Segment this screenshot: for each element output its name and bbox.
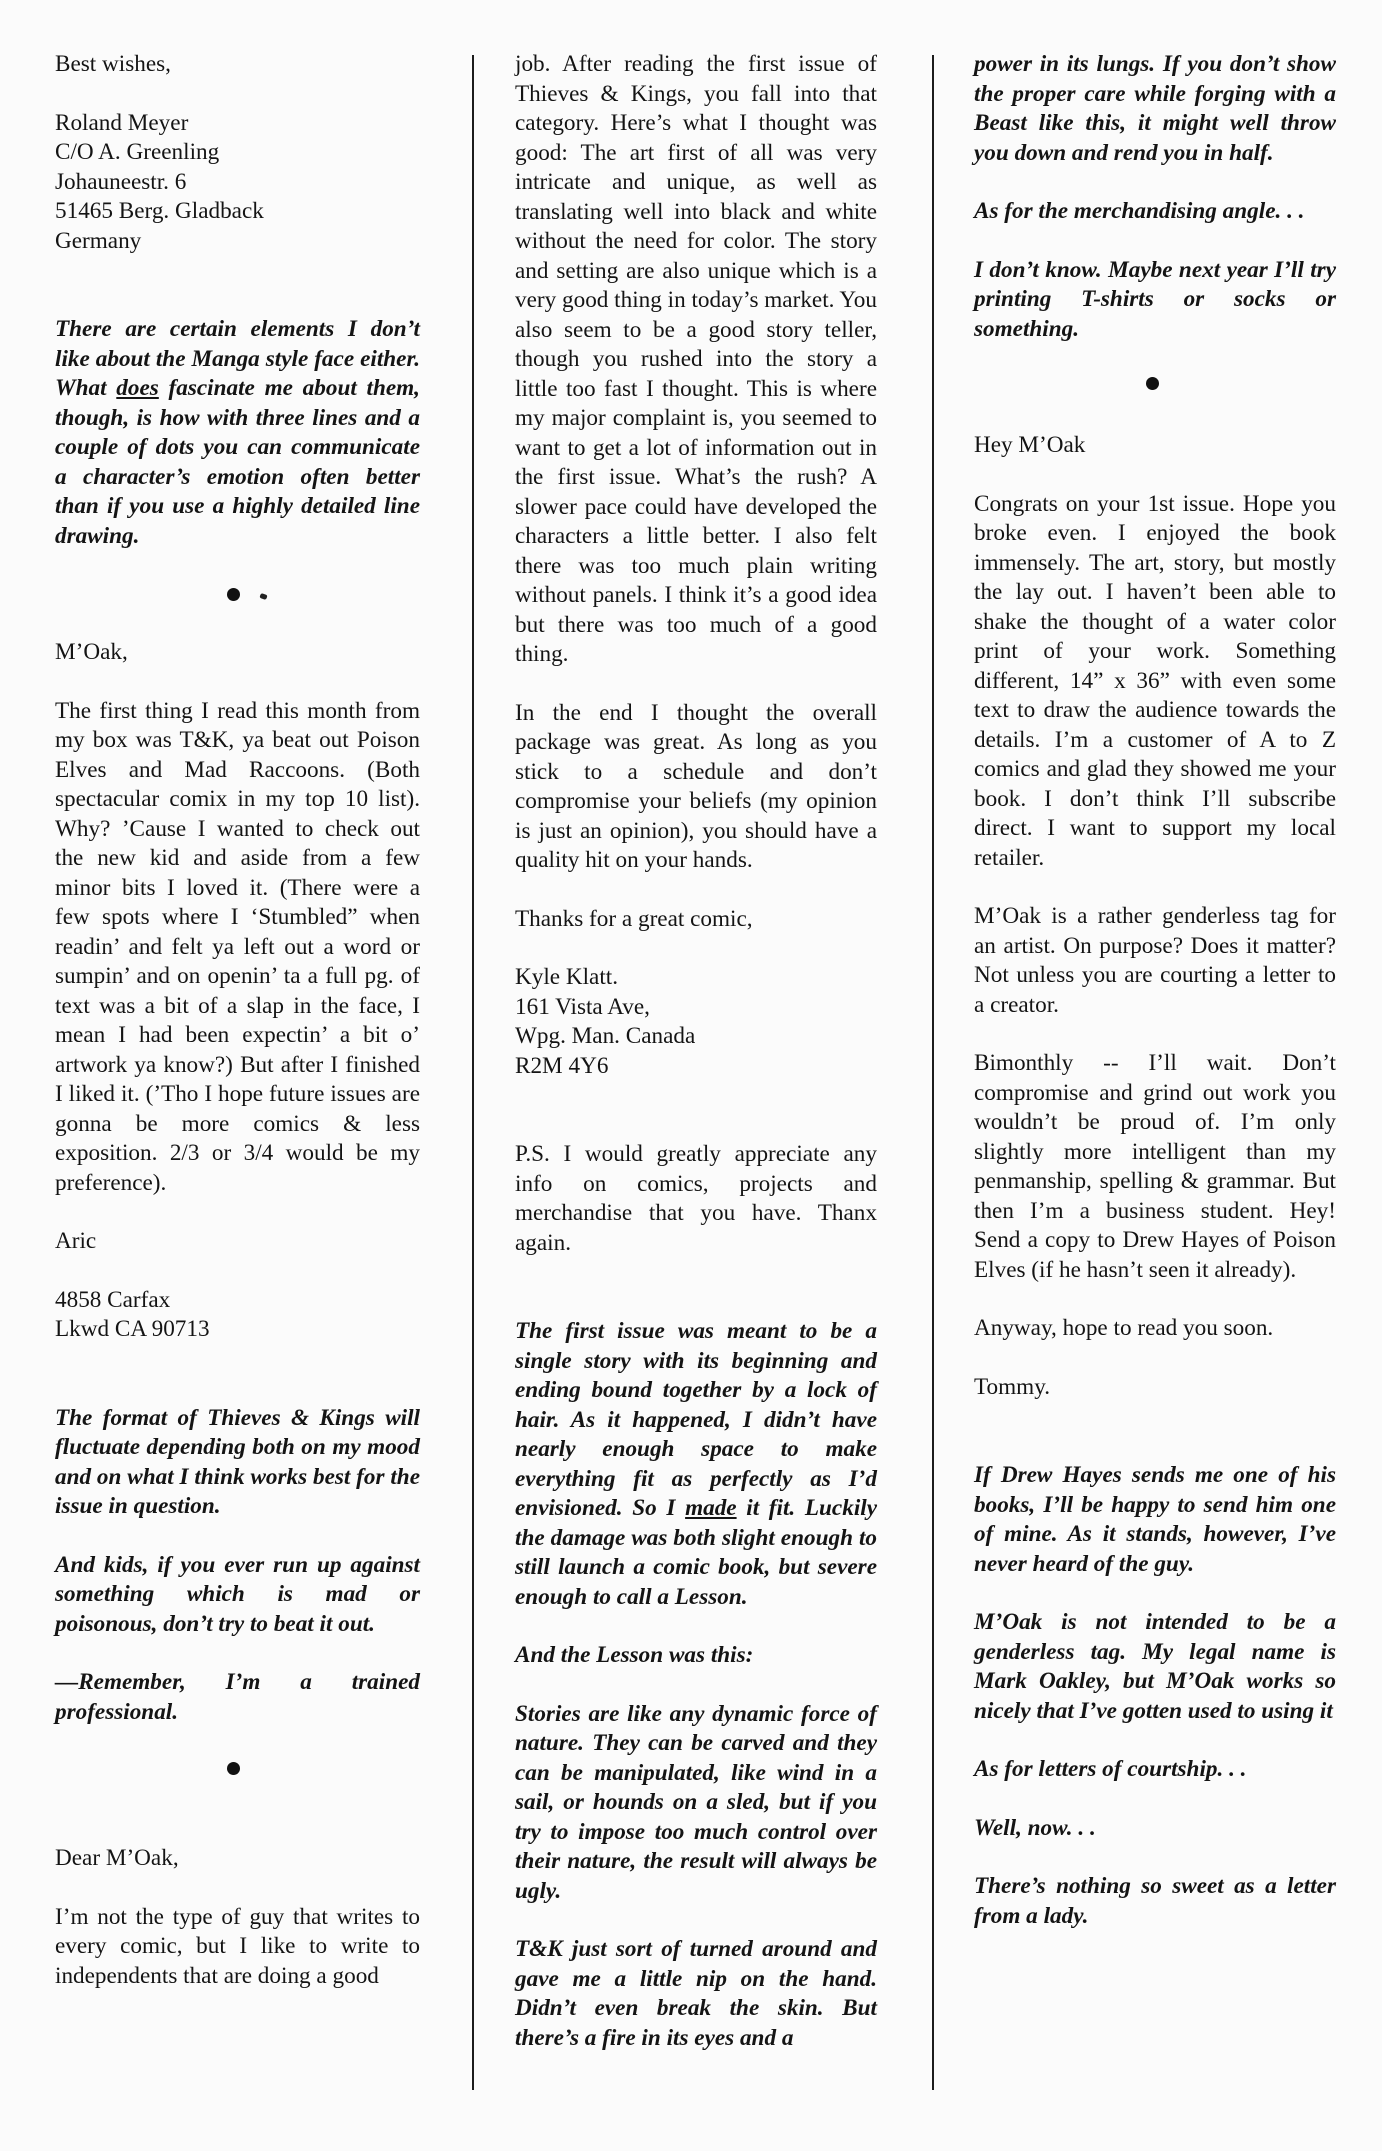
- letter-kyle-end: In the end I thought the overall package was great. As long as you stick to a schedule and don’t compromise your beliefs (my opinion is just an opinion), you should have a quality hit on your hands.: [515, 699, 877, 873]
- separator: [55, 1756, 420, 1814]
- reply-dont-know: I don’t know. Maybe next year I’ll try printing T-shirts or socks or something.: [974, 256, 1336, 342]
- reply-power: power in its lungs. If you don’t show the proper care while forging with a Beast like this, it might well throw you down and rend you in half.: [974, 51, 1336, 166]
- address-line: R2M 4Y6: [515, 1052, 609, 1079]
- signature-aric: Aric: [55, 1228, 97, 1254]
- reply-remember: —Remember, I’m a trained professional.: [55, 1669, 420, 1725]
- address-line: Johauneestr. 6: [55, 168, 187, 195]
- bullet-dot-icon: [227, 588, 240, 601]
- letter-kyle-continued: job. After reading the first issue of Thieves & Kings, you fall into that category. Here’s what I thought was good: The art first of all was very intricate and unique, as well as translating well into black and white without the need for color. The story and setting are also unique which is a very good thing in today’s market. You also seem to be a good story teller, though you rushed into the story a little too fast I thought. This is where my major complaint is, you seemed to want to get a lot of information out in the first issue. What’s the rush? A slower pace could have developed the characters a little better. I also felt there was too much plain writing without panels. I think it’s a good idea but there was too much of a good thing.: [515, 51, 877, 667]
- reply-well-now: Well, now. . .: [974, 1814, 1096, 1841]
- address-line: Roland Meyer: [55, 109, 189, 136]
- bullet-dot-icon: [227, 1762, 240, 1775]
- letter-kyle-start: I’m not the type of guy that writes to every comic, but I like to write to independents that are doing a good: [55, 1903, 420, 1989]
- postscript-kyle: P.S. I would greatly appreciate any info on comics, projects and merchandise that you have. Thanx again.: [515, 1141, 877, 1256]
- reply-first-issue: The first issue was meant to be a single story with its beginning and ending bound together by a lock of hair. As it happened, I didn’t have nearly enough space to make everything fit as perfectly as I’d envisioned. So I made it fit. Luckily the damage was both slight enough to still launch a comic book, but severe enough to call a Lesson.: [515, 1318, 877, 1610]
- reply-courtship: As for letters of courtship. . .: [974, 1756, 1247, 1782]
- address-line: 161 Vista Ave,: [515, 993, 650, 1020]
- letter-tommy-congrats: Congrats on your 1st issue. Hope you broke even. I enjoyed the book immensely. The art, story, but mostly the lay out. I haven’t been able to shake the thought of a water color print of your work. Something different, 14” x 36” with even some text to draw the audience towards the details. I’m a customer of A to Z comics and glad they showed me your book. I don’t think I’ll subscribe direct. I want to support my local retailer.: [974, 490, 1336, 871]
- column-left: [55, 50, 420, 2020]
- bullet-dot-icon: [1146, 377, 1159, 390]
- reply-drew-hayes: If Drew Hayes sends me one of his books, I’ll be happy to send him one of mine. As it stands, however, I’ve never heard of the guy.: [974, 1462, 1336, 1577]
- reply-merchandising: As for the merchandising angle. . .: [974, 198, 1305, 224]
- reply-nothing-sweet: There’s nothing so sweet as a letter from a lady.: [974, 1873, 1336, 1929]
- salutation-kyle: Dear M’Oak,: [55, 1845, 179, 1871]
- address-line: Kyle Klatt.: [515, 964, 619, 990]
- column-divider-right: [932, 55, 934, 2090]
- address-line: Lkwd CA 90713: [55, 1316, 210, 1342]
- address-line: 51465 Berg. Gladback: [55, 198, 264, 224]
- reply-tk-turned: T&K just sort of turned around and gave me a little nip on the hand. Didn’t even break the skin. But there’s a fire in its eyes and a: [515, 1936, 877, 2051]
- separator: [55, 580, 420, 638]
- column-middle: [515, 50, 877, 2082]
- letter-tommy-closing: Anyway, hope to read you soon.: [974, 1315, 1274, 1341]
- closing-kyle: Thanks for a great comic,: [515, 905, 753, 932]
- column-right: [974, 50, 1336, 1960]
- ink-speck-icon: [259, 593, 267, 600]
- separator: [974, 373, 1336, 431]
- reply-stories: Stories are like any dynamic force of nature. They can be carved and they can be manipulated, like wind in a sail, or hounds on a sled, but if you try to impose too much control over their nature, the result will always be ugly.: [515, 1700, 877, 1904]
- address-line: C/O A. Greenling: [55, 139, 220, 165]
- address-line: Germany: [55, 227, 142, 254]
- reply-moak-name: M’Oak is not intended to be a genderless tag. My legal name is Mark Oakley, but M’Oak works so nicely that I’ve gotten used to using it: [974, 1609, 1336, 1724]
- closing-best-wishes: Best wishes,: [55, 51, 171, 77]
- salutation-tommy: Hey M’Oak: [974, 432, 1086, 458]
- reply-manga: There are certain elements I don’t like about the Manga style face either. What does fascinate me about them, though, is how with three lines and a couple of dots you can communicate a character’s emotion often better than if you use a highly detailed line drawing.: [55, 316, 420, 549]
- address-line: Wpg. Man. Canada: [515, 1023, 696, 1049]
- letter-aric: The first thing I read this month from my box was T&K, ya beat out Poison Elves and Mad Raccoons. (Both spectacular comix in my top 10 list). Why? ’Cause I wanted to check out the new kid and aside from a few minor bits I loved it. (There were a few spots where I ‘Stumbled” when readin’ and felt ya left out a word or sumpin’ and on openin’ ta a full pg. of text was a bit of a slap in the face, I mean I had been expectin’ a bit o’ artwork ya know?) But after I finished I liked it. (’Tho I hope future issues are gonna be more comics & less exposition. 2/3 or 3/4 would be my preference).: [55, 697, 420, 1196]
- signature-tommy: Tommy.: [974, 1373, 1051, 1400]
- letter-tommy-genderless: M’Oak is a rather genderless tag for an artist. On purpose? Does it matter? Not unless you are courting a letter to a creator.: [974, 903, 1336, 1018]
- reply-lesson: And the Lesson was this:: [515, 1642, 754, 1668]
- reply-format: The format of Thieves & Kings will fluctuate depending both on my mood and on what I think works best for the issue in question.: [55, 1404, 420, 1519]
- salutation-aric: M’Oak,: [55, 639, 128, 665]
- column-divider-left: [472, 55, 474, 2090]
- letter-tommy-bimonthly: Bimonthly -- I’ll wait. Don’t compromise and grind out work you wouldn’t be proud of. I’m only slightly more intelligent than my penmanship, spelling & grammar. But then I’m a business student. Hey! Send a copy to Drew Hayes of Poison Elves (if he hasn’t seen it already).: [974, 1050, 1336, 1283]
- reply-kids: And kids, if you ever run up against something which is mad or poisonous, don’t try to beat it out.: [55, 1551, 420, 1637]
- address-line: 4858 Carfax: [55, 1286, 171, 1313]
